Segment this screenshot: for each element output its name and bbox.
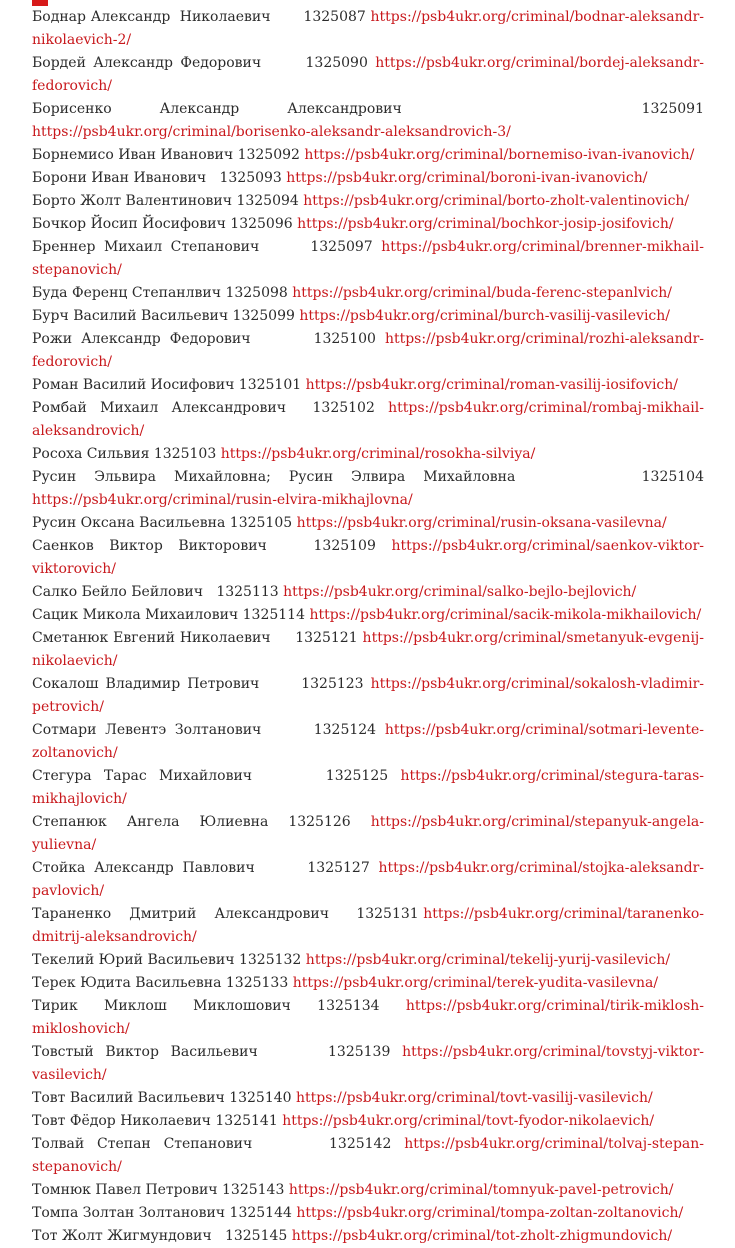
person-name: Тараненко Дмитрий Александрович bbox=[32, 906, 330, 922]
list-item bbox=[32, 52, 704, 98]
record-link[interactable]: https://psb4ukr.org/criminal/smetanyuk-evgenij-nikolaevich/ bbox=[32, 630, 704, 669]
record-number: 1325126 bbox=[288, 814, 351, 830]
entry-list bbox=[32, 6, 704, 1248]
record-number: 1325097 bbox=[310, 239, 373, 255]
person-name: Боднар Александр Николаевич bbox=[32, 9, 271, 25]
list-item bbox=[32, 167, 704, 190]
list-item bbox=[32, 949, 704, 972]
record-link[interactable]: https://psb4ukr.org/criminal/sacik-mikola-mikhailovich/ bbox=[309, 607, 702, 623]
list-item bbox=[32, 374, 704, 397]
record-number: 1325087 bbox=[303, 9, 366, 25]
list-item bbox=[32, 190, 704, 213]
person-name: Толвай Степан Степанович bbox=[32, 1136, 253, 1152]
person-name: Борисенко Александр Александрович bbox=[32, 101, 402, 117]
record-link[interactable]: https://psb4ukr.org/criminal/salko-bejlo-bejlovich/ bbox=[283, 584, 637, 600]
person-name: Рожи Александр Федорович bbox=[32, 331, 251, 347]
record-link[interactable]: https://psb4ukr.org/criminal/rosokha-silviya/ bbox=[220, 446, 536, 462]
person-name: Стегура Тарас Михайлович bbox=[32, 768, 253, 784]
record-link[interactable]: https://psb4ukr.org/criminal/bordej-aleksandr-fedorovich/ bbox=[32, 55, 705, 94]
list-item bbox=[32, 443, 704, 466]
record-link[interactable]: https://psb4ukr.org/criminal/bodnar-aleksandr-nikolaevich-2/ bbox=[32, 9, 705, 48]
person-name: Саенков Виктор Викторович bbox=[32, 538, 267, 554]
person-name: Товстый Виктор Васильевич bbox=[32, 1044, 258, 1060]
record-number: 1325100 bbox=[313, 331, 376, 347]
record-number: 1325092 bbox=[237, 147, 300, 163]
record-number: 1325104 bbox=[641, 469, 704, 485]
person-name: Бреннер Михаил Степанович bbox=[32, 239, 260, 255]
record-link[interactable]: https://psb4ukr.org/criminal/rusin-oksana-vasilevna/ bbox=[296, 515, 667, 531]
record-number: 1325144 bbox=[229, 1205, 292, 1221]
record-number: 1325132 bbox=[238, 952, 302, 968]
list-item bbox=[32, 512, 704, 535]
person-name: Сацик Микола Михаилович bbox=[32, 607, 239, 623]
record-number: 1325134 bbox=[317, 998, 380, 1014]
record-link[interactable]: https://psb4ukr.org/criminal/tovt-fyodor-nikolaevich/ bbox=[282, 1113, 655, 1129]
person-name: Товт Василий Васильевич bbox=[32, 1090, 225, 1106]
person-name: Росоха Сильвия bbox=[32, 446, 150, 462]
record-link[interactable]: https://psb4ukr.org/criminal/burch-vasilij-vasilevich/ bbox=[299, 308, 671, 324]
list-item bbox=[32, 811, 704, 857]
list-item bbox=[32, 995, 704, 1041]
list-item bbox=[32, 604, 704, 627]
record-number: 1325145 bbox=[224, 1228, 288, 1244]
record-number: 1325142 bbox=[329, 1136, 392, 1152]
list-item bbox=[32, 1202, 704, 1225]
person-name: Терек Юдита Васильевна bbox=[32, 975, 222, 991]
record-link[interactable]: https://psb4ukr.org/criminal/boroni-ivan-ivanovich/ bbox=[286, 170, 648, 186]
person-name: Сотмари Левентэ Золтанович bbox=[32, 722, 262, 738]
person-name: Борнемисо Иван Иванович bbox=[32, 147, 234, 163]
list-item bbox=[32, 1133, 704, 1179]
record-link[interactable]: https://psb4ukr.org/criminal/stegura-taras-mikhajlovich/ bbox=[32, 768, 705, 807]
list-item bbox=[32, 857, 704, 903]
record-number: 1325113 bbox=[216, 584, 279, 600]
record-link[interactable]: https://psb4ukr.org/criminal/tirik-miklosh-mikloshovich/ bbox=[32, 998, 705, 1037]
record-number: 1325123 bbox=[301, 676, 364, 692]
record-link[interactable]: https://psb4ukr.org/criminal/sotmari-levente-zoltanovich/ bbox=[32, 722, 705, 761]
record-link[interactable]: https://psb4ukr.org/criminal/stepanyuk-angela-yulievna/ bbox=[32, 814, 705, 853]
person-name: Томпа Золтан Золтанович bbox=[32, 1205, 226, 1221]
list-item bbox=[32, 282, 704, 305]
list-item bbox=[32, 305, 704, 328]
person-name: Русин Оксана Васильевна bbox=[32, 515, 226, 531]
record-link[interactable]: https://psb4ukr.org/criminal/tovt-vasilij-vasilevich/ bbox=[296, 1090, 653, 1106]
record-link[interactable]: https://psb4ukr.org/criminal/borto-zholt-valentinovich/ bbox=[303, 193, 690, 209]
person-name: Стойка Александр Павлович bbox=[32, 860, 255, 876]
record-number: 1325101 bbox=[238, 377, 302, 393]
record-number: 1325102 bbox=[312, 400, 375, 416]
record-link[interactable]: https://psb4ukr.org/criminal/brenner-mikhail-stepanovich/ bbox=[32, 239, 704, 278]
person-name: Буда Ференц Степанлвич bbox=[32, 285, 221, 301]
list-item bbox=[32, 1110, 704, 1133]
list-item bbox=[32, 673, 704, 719]
record-number: 1325133 bbox=[225, 975, 289, 991]
record-link[interactable]: https://psb4ukr.org/criminal/tot-zholt-zhigmundovich/ bbox=[291, 1228, 673, 1244]
list-item bbox=[32, 236, 704, 282]
list-item bbox=[32, 627, 704, 673]
record-link[interactable]: https://psb4ukr.org/criminal/borisenko-aleksandr-aleksandrovich-3/ bbox=[32, 124, 511, 140]
record-link[interactable]: https://psb4ukr.org/criminal/buda-ferenc-stepanlvich/ bbox=[292, 285, 672, 301]
record-number: 1325093 bbox=[219, 170, 282, 186]
record-number: 1325109 bbox=[313, 538, 376, 554]
list-item bbox=[32, 972, 704, 995]
record-number: 1325139 bbox=[328, 1044, 391, 1060]
person-name: Борто Жолт Валентинович bbox=[32, 193, 232, 209]
record-number: 1325125 bbox=[325, 768, 389, 784]
record-link[interactable]: https://psb4ukr.org/criminal/tomnyuk-pavel-petrovich/ bbox=[288, 1182, 674, 1198]
person-name: Салко Бейло Бейлович bbox=[32, 584, 203, 600]
record-number: 1325127 bbox=[307, 860, 370, 876]
list-item bbox=[32, 1041, 704, 1087]
list-item bbox=[32, 535, 704, 581]
record-number: 1325099 bbox=[232, 308, 295, 324]
record-link[interactable]: https://psb4ukr.org/criminal/taranenko-dmitrij-aleksandrovich/ bbox=[32, 906, 705, 945]
record-link[interactable]: https://psb4ukr.org/criminal/tovstyj-viktor-vasilevich/ bbox=[32, 1044, 704, 1083]
record-link[interactable]: https://psb4ukr.org/criminal/tompa-zoltan-zoltanovich/ bbox=[296, 1205, 684, 1221]
person-name: Томнюк Павел Петрович bbox=[32, 1182, 218, 1198]
record-number: 1325096 bbox=[230, 216, 293, 232]
person-name: Сокалош Владимир Петрович bbox=[32, 676, 260, 692]
list-item bbox=[32, 328, 704, 374]
list-item bbox=[32, 6, 704, 52]
person-name: Бурч Василий Васильевич bbox=[32, 308, 229, 324]
record-number: 1325124 bbox=[313, 722, 377, 738]
person-name: Борони Иван Иванович bbox=[32, 170, 207, 186]
person-name: Ромбай Михаил Александрович bbox=[32, 400, 287, 416]
person-name: Тот Жолт Жигмундович bbox=[32, 1228, 212, 1244]
list-item bbox=[32, 903, 704, 949]
list-item bbox=[32, 1225, 704, 1248]
record-number: 1325131 bbox=[356, 906, 419, 922]
record-number: 1325141 bbox=[215, 1113, 278, 1129]
list-item bbox=[32, 581, 704, 604]
record-number: 1325140 bbox=[229, 1090, 292, 1106]
record-link[interactable]: https://psb4ukr.org/criminal/bochkor-josip-josifovich/ bbox=[297, 216, 674, 232]
list-item bbox=[32, 466, 704, 512]
record-link[interactable]: https://psb4ukr.org/criminal/rombaj-mikhail-aleksandrovich/ bbox=[32, 400, 704, 439]
record-link[interactable]: https://psb4ukr.org/criminal/rusin-elvira-mikhajlovna/ bbox=[32, 492, 413, 508]
person-name: Тирик Миклош Миклошович bbox=[32, 998, 291, 1014]
record-number: 1325105 bbox=[229, 515, 293, 531]
list-item bbox=[32, 1179, 704, 1202]
record-link[interactable]: https://psb4ukr.org/criminal/rozhi-aleksandr-fedorovich/ bbox=[32, 331, 705, 370]
record-link[interactable]: https://psb4ukr.org/criminal/terek-yudita-vasilevna/ bbox=[292, 975, 659, 991]
record-link[interactable]: https://psb4ukr.org/criminal/roman-vasilij-iosifovich/ bbox=[305, 377, 678, 393]
person-name: Бочкор Йосип Йосифович bbox=[32, 216, 226, 232]
person-name: Роман Василий Иосифович bbox=[32, 377, 235, 393]
record-link[interactable]: https://psb4ukr.org/criminal/bornemiso-ivan-ivanovich/ bbox=[304, 147, 695, 163]
list-item bbox=[32, 1087, 704, 1110]
list-item bbox=[32, 765, 704, 811]
person-name: Товт Фёдор Николаевич bbox=[32, 1113, 211, 1129]
record-number: 1325090 bbox=[305, 55, 368, 71]
record-number: 1325094 bbox=[236, 193, 299, 209]
record-link[interactable]: https://psb4ukr.org/criminal/saenkov-viktor-viktorovich/ bbox=[32, 538, 704, 577]
list-item bbox=[32, 144, 704, 167]
record-link[interactable]: https://psb4ukr.org/criminal/sokalosh-vladimir-petrovich/ bbox=[32, 676, 704, 715]
person-name: Русин Эльвира Михайловна; Русин Элвира Михайловна bbox=[32, 469, 516, 485]
record-number: 1325103 bbox=[153, 446, 217, 462]
record-number: 1325098 bbox=[225, 285, 288, 301]
record-link[interactable]: https://psb4ukr.org/criminal/tekelij-yurij-vasilevich/ bbox=[305, 952, 671, 968]
list-item bbox=[32, 98, 704, 144]
record-link[interactable]: https://psb4ukr.org/criminal/tolvaj-stepan-stepanovich/ bbox=[32, 1136, 705, 1175]
person-name: Степанюк Ангела Юлиевна bbox=[32, 814, 269, 830]
record-link[interactable]: https://psb4ukr.org/criminal/stojka-aleksandr-pavlovich/ bbox=[32, 860, 705, 899]
list-item bbox=[32, 397, 704, 443]
list-item bbox=[32, 719, 704, 765]
person-name: Сметанюк Евгений Николаевич bbox=[32, 630, 271, 646]
person-name: Текелий Юрий Васильевич bbox=[32, 952, 235, 968]
record-number: 1325091 bbox=[641, 101, 704, 117]
person-name: Бордей Александр Федорович bbox=[32, 55, 262, 71]
record-number: 1325114 bbox=[242, 607, 305, 623]
record-number: 1325143 bbox=[222, 1182, 285, 1198]
record-number: 1325121 bbox=[295, 630, 358, 646]
list-item bbox=[32, 213, 704, 236]
